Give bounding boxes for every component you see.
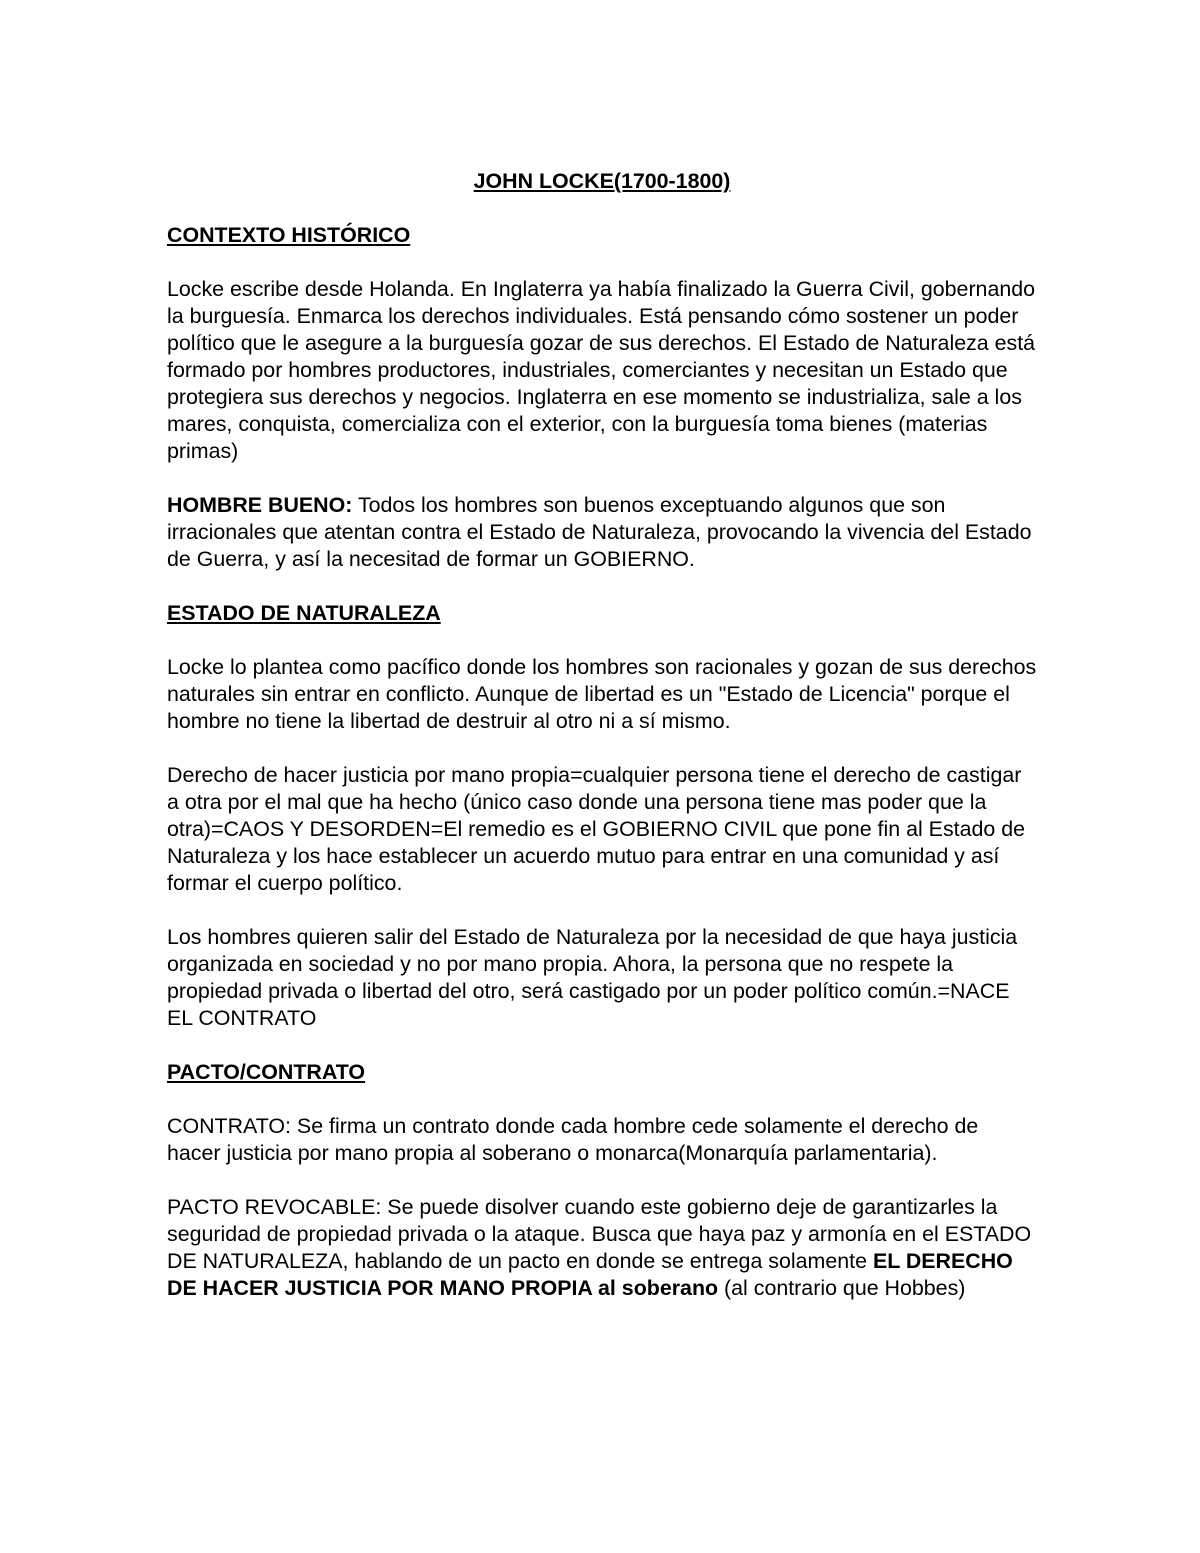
hombre-bueno-label: HOMBRE BUENO: (167, 493, 353, 517)
paragraph-pacto-revocable (167, 1194, 1037, 1302)
pacto-revocable-text: PACTO REVOCABLE: Se puede disolver cuando este gobierno deje de garantizarles la seguridad de propiedad privada o la ataque. Busca que haya paz y armonía en el ESTADO DE NATURALEZA, hablando de un pacto en donde se entrega solamente (167, 1195, 1032, 1273)
paragraph-hombre-bueno (167, 492, 1037, 573)
paragraph-naturaleza-1: Locke lo plantea como pacífico donde los hombres son racionales y gozan de sus derechos naturales sin entrar en conflicto. Aunque de libertad es un "Estado de Licencia" porque el hombre no tiene la libertad de destruir al otro ni a sí mismo. (167, 655, 1037, 733)
pacto-revocable-bold: EL DERECHO DE HACER JUSTICIA POR MANO PROPIA al soberano (167, 1249, 1013, 1300)
hombre-bueno-text: Todos los hombres son buenos exceptuando algunos que son irracionales que atentan contra el Estado de Naturaleza, provocando la vivencia del Estado de Guerra, y así la necesitad de formar un GOBIERNO. (167, 493, 1032, 571)
document-page (167, 168, 1037, 1329)
paragraph-naturaleza-2: Derecho de hacer justicia por mano propia=cualquier persona tiene el derecho de castigar a otra por el mal que ha hecho (único caso donde una persona tiene mas poder que la otra)=CAOS Y DESORDEN=El remedio es el GOBIERNO CIVIL que pone fin al Estado de Naturaleza y los hace establecer un acuerdo mutuo para entrar en una comunidad y así formar el cuerpo político. (167, 763, 1026, 895)
heading-pacto-contrato: PACTO/CONTRATO (167, 1060, 366, 1084)
heading-estado-de-naturaleza: ESTADO DE NATURALEZA (167, 601, 441, 625)
paragraph-contexto: Locke escribe desde Holanda. En Inglaterra ya había finalizado la Guerra Civil, gobernando la burguesía. Enmarca los derechos individuales. Está pensando cómo sostener un poder político que le asegure a la burguesía gozar de sus derechos. El Estado de Naturaleza está formado por hombres productores, industriales, comerciantes y necesitan un Estado que protegiera sus derechos y negocios. Inglaterra en ese momento se industrializa, sale a los mares, conquista, comercializa con el exterior, con la burguesía toma bienes (materias primas) (167, 277, 1036, 463)
paragraph-naturaleza-3: Los hombres quieren salir del Estado de Naturaleza por la necesidad de que haya justicia organizada en sociedad y no por mano propia. Ahora, la persona que no respete la propiedad privada o libertad del otro, será castigado por un poder político común.=NACE EL CONTRATO (167, 925, 1018, 1030)
document-title: JOHN LOCKE(1700-1800) (473, 169, 731, 193)
pacto-revocable-end: (al contrario que Hobbes) (718, 1276, 966, 1300)
paragraph-contrato: CONTRATO: Se firma un contrato donde cada hombre cede solamente el derecho de hacer justicia por mano propia al soberano o monarca(Monarquía parlamentaria). (167, 1114, 979, 1165)
heading-contexto-historico: CONTEXTO HISTÓRICO (167, 223, 411, 247)
